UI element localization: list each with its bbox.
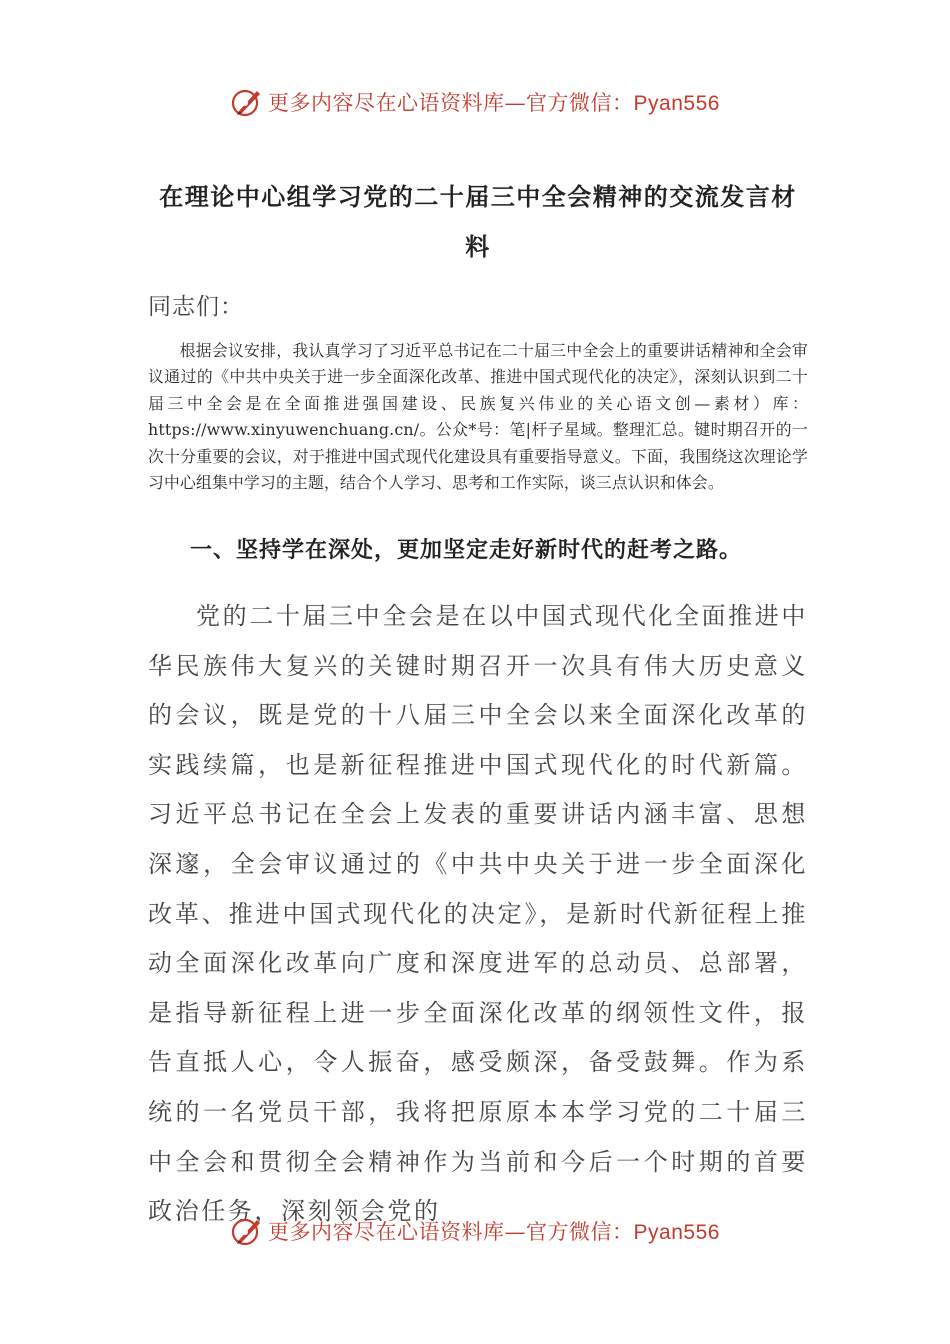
section-heading: 一、坚持学在深处，更加坚定走好新时代的赶考之路。 [190,538,743,563]
salutation: 同志们： [148,294,244,320]
document-title: 在理论中心组学习党的二十届三中全会精神的交流发言材料 [159,183,797,261]
footer-banner-text [268,1216,720,1246]
body-paragraph: 党的二十届三中全会是在以中国式现代化全面推进中华民族伟大复兴的关键时期召开一次具有伟大历史意义的会议，既是党的十八届三中全会以来全面深化改革的实践续篇，也是新征程推进中国式现代化的时代新篇。习近平总书记在全会上发表的重要讲话内涵丰富、思想深邃，全会审议通过的《中共中央关于进一步全面深化改革、推进中国式现代化的决定》，是新时代新征程上推动全面深化改革向广度和深度进军的总动员、总部署，是指导新征程上进一步全面深化改革的纲领性文件，报告直抵人心，令人振奋，感受颇深，备受鼓舞。作为系统的一名党员干部，我将把原原本本学习党的二十届三中全会和贯彻全会精神作为当前和今后一个时期的首要政治任务，深刻领会党的 [148,602,808,1226]
header-banner-wechat-id: Pyan556 [633,92,720,115]
intro-paragraph: 根据会议安排，我认真学习了习近平总书记在二十届三中全会上的重要讲话精神和全会审议通过的《中共中央关于进一步全面深化改革、推进中国式现代化的决定》，深刻认识到二十届三中全会是在全面推进强国建设、民族复兴伟业的关心语文创—素材）库：https://www.xinyuwenchuang.cn/。公众*号：笔|杆子星域。整理汇总。键时期召开的一次十分重要的会议，对于推进中国式现代化建设具有重要指导意义。下面，我围绕这次理论学习中心组集中学习的主题，结合个人学习、思考和工作实际，谈三点认识和体会。 [148,341,808,493]
pen-logo-icon [230,1214,264,1248]
footer-banner [0,1211,950,1251]
header-banner-text [268,87,720,117]
pen-logo-icon [230,85,264,119]
header-banner-label: 更多内容尽在心语资料库—官方微信： [268,91,634,115]
footer-banner-wechat-id: Pyan556 [633,1221,720,1244]
header-banner [0,82,950,122]
footer-banner-label: 更多内容尽在心语资料库—官方微信： [268,1220,634,1244]
